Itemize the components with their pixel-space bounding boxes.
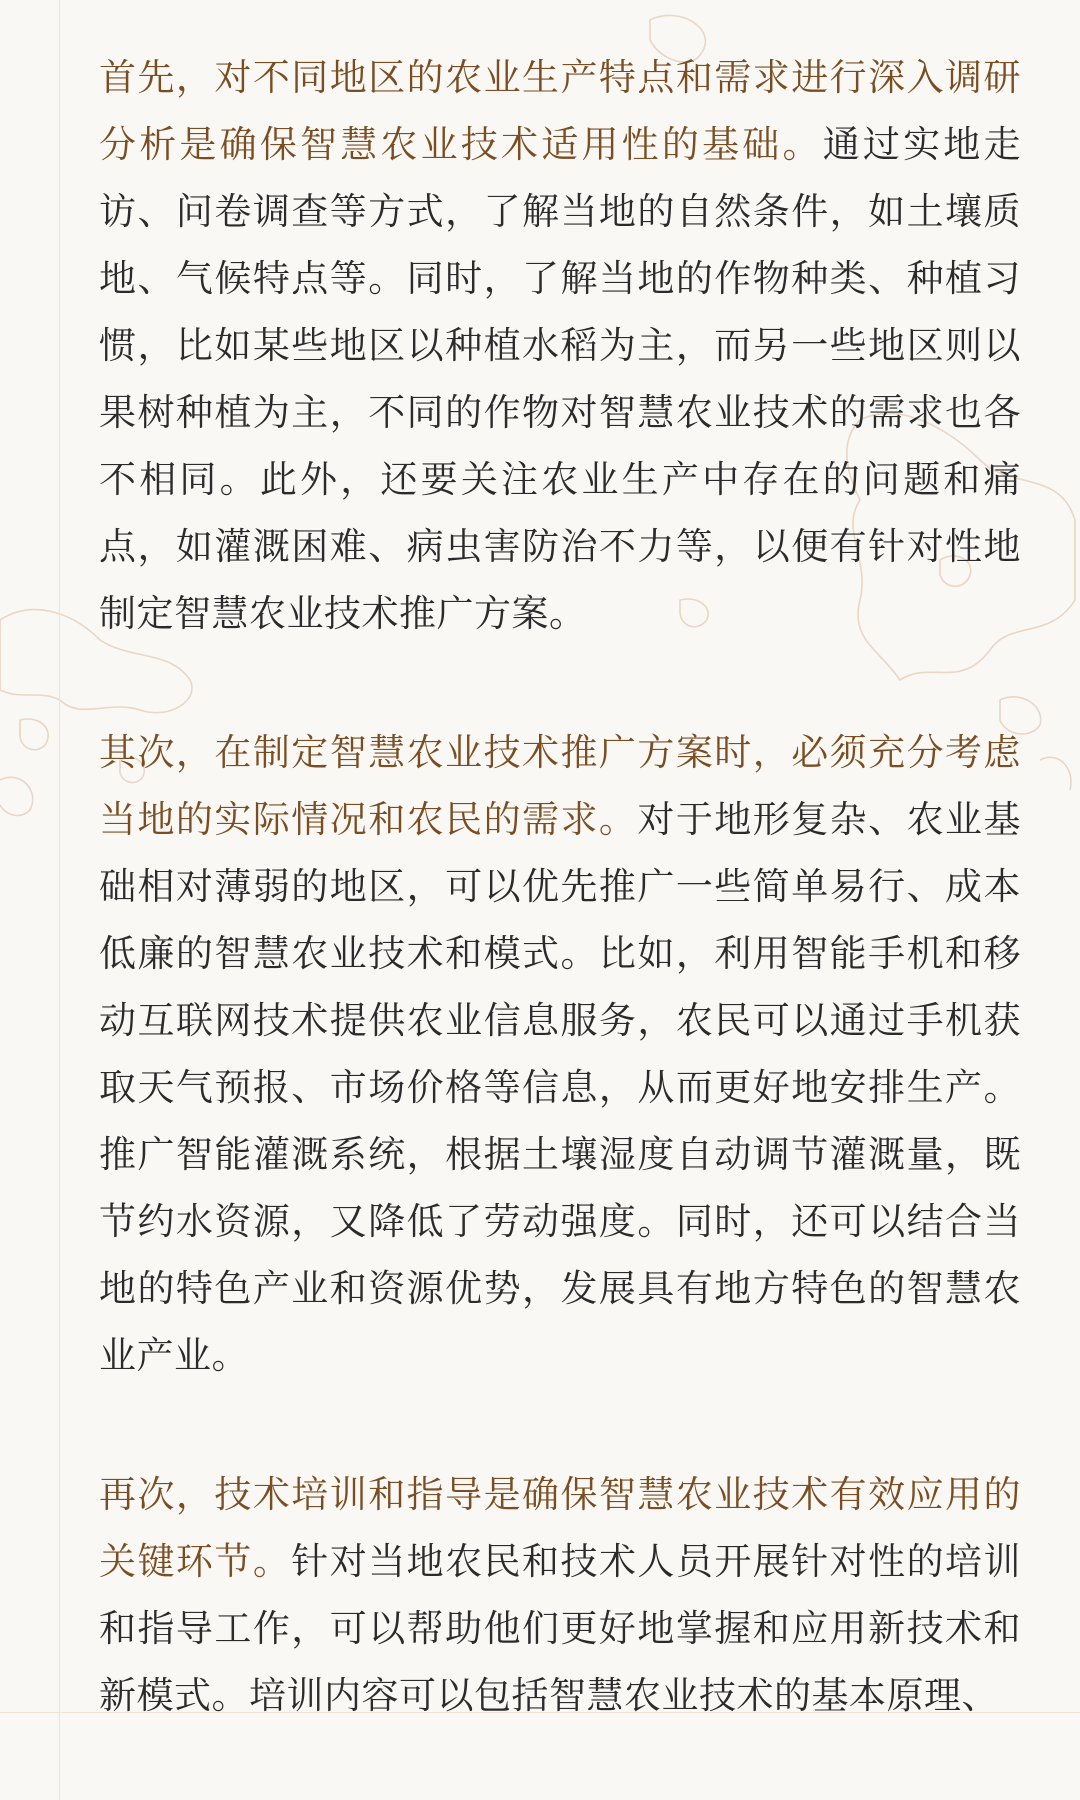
paragraph-2-body: 对于地形复杂、农业基础相对薄弱的地区，可以优先推广一些简单易行、成本低廉的智慧农业技术和模式。比如，利用智能手机和移动互联网技术提供农业信息服务，农民可以通过手机获取天气预报、市场价格等信息，从而更好地安排生产。推广智能灌溉系统，根据土壤湿度自动调节灌溉量，既节约水资源，又降低了劳动强度。同时，还可以结合当地的特色产业和资源优势，发展具有地方特色的智慧农业产业。 <box>99 798 1021 1377</box>
paragraph-1-lead: 首先，对不同地区的农业生产特点和需求进行深入调研分析是确保智慧农业技术适用性的基础。 <box>99 56 1021 166</box>
paragraph-1 <box>99 44 1021 647</box>
paragraph-3-lead: 再次，技术培训和指导是确保智慧农业技术有效应用的关键环节。 <box>99 1473 1021 1583</box>
left-margin-rule <box>59 0 60 1800</box>
paragraph-2 <box>99 719 1021 1389</box>
paragraph-1-body: 通过实地走访、问卷调查等方式，了解当地的自然条件，如土壤质地、气候特点等。同时，了解当地的作物种类、种植习惯，比如某些地区以种植水稻为主，而另一些地区则以果树种植为主，不同的作物对智慧农业技术的需求也各不相同。此外，还要关注农业生产中存在的问题和痛点，如灌溉困难、病虫害防治不力等，以便有针对性地制定智慧农业技术推广方案。 <box>99 123 1022 635</box>
paragraph-3 <box>99 1461 1021 1729</box>
paragraph-3-body: 针对当地农民和技术人员开展针对性的培训和指导工作，可以帮助他们更好地掌握和应用新技术和新模式。培训内容可以包括智慧农业技术的基本原理、 <box>99 1540 1022 1717</box>
paragraph-2-lead: 其次，在制定智慧农业技术推广方案时，必须充分考虑当地的实际情况和农民的需求。 <box>99 731 1021 841</box>
article-body <box>99 44 1021 1800</box>
